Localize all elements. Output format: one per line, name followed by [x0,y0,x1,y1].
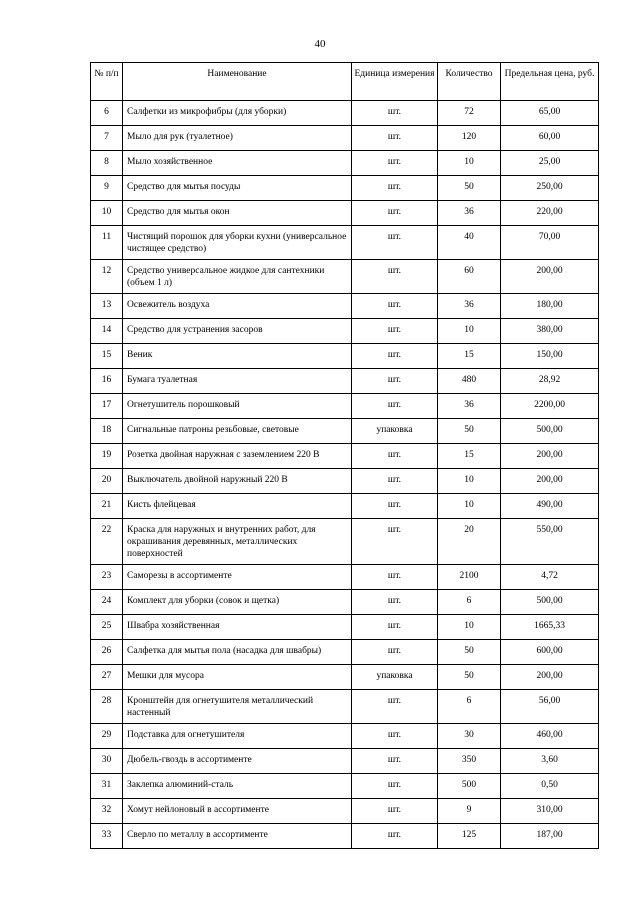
cell-num: 32 [91,799,123,824]
cell-num: 22 [91,519,123,565]
table-body [91,101,599,849]
cell-price: 380,00 [501,319,599,344]
cell-price: 4,72 [501,565,599,590]
cell-unit: шт. [352,749,438,774]
cell-num: 28 [91,690,123,724]
cell-qty: 10 [438,319,501,344]
header-qty: Количество [438,63,501,101]
cell-unit: шт. [352,294,438,319]
cell-price: 2200,00 [501,394,599,419]
cell-num: 14 [91,319,123,344]
table-row [91,101,599,126]
cell-qty: 2100 [438,565,501,590]
cell-qty: 15 [438,344,501,369]
table-row [91,824,599,849]
table-row [91,419,599,444]
cell-num: 10 [91,201,123,226]
cell-name: Хомут нейлоновый в ассортименте [123,799,352,824]
cell-unit: шт. [352,640,438,665]
cell-num: 18 [91,419,123,444]
cell-unit: упаковка [352,665,438,690]
table-row [91,519,599,565]
cell-price: 200,00 [501,665,599,690]
cell-price: 150,00 [501,344,599,369]
cell-qty: 9 [438,799,501,824]
cell-qty: 10 [438,615,501,640]
cell-num: 8 [91,151,123,176]
cell-num: 25 [91,615,123,640]
table-row [91,344,599,369]
cell-name: Освежитель воздуха [123,294,352,319]
cell-price: 500,00 [501,419,599,444]
table-row [91,615,599,640]
table-row [91,565,599,590]
cell-num: 20 [91,469,123,494]
cell-price: 200,00 [501,444,599,469]
cell-price: 490,00 [501,494,599,519]
cell-num: 30 [91,749,123,774]
cell-num: 15 [91,344,123,369]
cell-qty: 50 [438,419,501,444]
cell-price: 460,00 [501,724,599,749]
cell-unit: шт. [352,126,438,151]
cell-unit: шт. [352,319,438,344]
cell-unit: шт. [352,565,438,590]
cell-num: 7 [91,126,123,151]
cell-price: 60,00 [501,126,599,151]
cell-qty: 72 [438,101,501,126]
cell-num: 12 [91,260,123,294]
cell-qty: 50 [438,640,501,665]
cell-price: 550,00 [501,519,599,565]
cell-unit: шт. [352,774,438,799]
cell-qty: 50 [438,176,501,201]
cell-name: Краска для наружных и внутренних работ, для окрашивания деревянных, металлических поверхностей [123,519,352,565]
cell-num: 23 [91,565,123,590]
cell-num: 24 [91,590,123,615]
cell-num: 31 [91,774,123,799]
cell-name: Сверло по металлу в ассортименте [123,824,352,849]
cell-num: 16 [91,369,123,394]
cell-num: 19 [91,444,123,469]
cell-unit: шт. [352,494,438,519]
cell-qty: 350 [438,749,501,774]
cell-num: 17 [91,394,123,419]
cell-unit: шт. [352,344,438,369]
cell-num: 26 [91,640,123,665]
cell-num: 27 [91,665,123,690]
table-row [91,469,599,494]
cell-num: 21 [91,494,123,519]
cell-price: 310,00 [501,799,599,824]
cell-price: 25,00 [501,151,599,176]
cell-price: 0,50 [501,774,599,799]
cell-unit: шт. [352,176,438,201]
table-row [91,226,599,260]
cell-name: Средство универсальное жидкое для сантехники (объем 1 л) [123,260,352,294]
cell-qty: 10 [438,494,501,519]
cell-qty: 36 [438,394,501,419]
cell-unit: шт. [352,799,438,824]
cell-qty: 10 [438,469,501,494]
table-row [91,494,599,519]
cell-name: Салфетка для мытья пола (насадка для швабры) [123,640,352,665]
table-row [91,394,599,419]
cell-qty: 10 [438,151,501,176]
table-row [91,126,599,151]
cell-price: 65,00 [501,101,599,126]
page-number: 40 [314,38,326,50]
cell-name: Выключатель двойной наружный 220 В [123,469,352,494]
table-row [91,799,599,824]
cell-unit: шт. [352,394,438,419]
table-row [91,665,599,690]
cell-qty: 500 [438,774,501,799]
cell-qty: 6 [438,590,501,615]
cell-unit: шт. [352,260,438,294]
cell-name: Мыло хозяйственное [123,151,352,176]
table-row [91,294,599,319]
cell-unit: шт. [352,690,438,724]
table-row [91,319,599,344]
cell-name: Кисть флейцевая [123,494,352,519]
cell-unit: шт. [352,369,438,394]
header-num: № п/п [91,63,123,101]
cell-name: Веник [123,344,352,369]
cell-price: 500,00 [501,590,599,615]
cell-unit: шт. [352,444,438,469]
cell-qty: 480 [438,369,501,394]
cell-qty: 40 [438,226,501,260]
cell-name: Огнетушитель порошковый [123,394,352,419]
cell-unit: шт. [352,824,438,849]
cell-price: 56,00 [501,690,599,724]
cell-price: 600,00 [501,640,599,665]
cell-qty: 120 [438,126,501,151]
table-row [91,640,599,665]
cell-price: 1665,33 [501,615,599,640]
cell-price: 200,00 [501,469,599,494]
cell-name: Средство для мытья посуды [123,176,352,201]
cell-qty: 30 [438,724,501,749]
price-table [90,62,599,849]
cell-price: 200,00 [501,260,599,294]
cell-name: Бумага туалетная [123,369,352,394]
cell-unit: шт. [352,590,438,615]
cell-name: Мыло для рук (туалетное) [123,126,352,151]
cell-name: Кронштейн для огнетушителя металлический настенный [123,690,352,724]
cell-name: Швабра хозяйственная [123,615,352,640]
cell-name: Саморезы в ассортименте [123,565,352,590]
cell-num: 9 [91,176,123,201]
cell-name: Сигнальные патроны резьбовые, световые [123,419,352,444]
cell-unit: шт. [352,101,438,126]
table-row [91,369,599,394]
cell-qty: 36 [438,294,501,319]
header-unit: Единица измерения [352,63,438,101]
table-header-row [91,63,599,101]
cell-qty: 125 [438,824,501,849]
cell-unit: шт. [352,226,438,260]
cell-name: Средство для мытья окон [123,201,352,226]
cell-name: Дюбель-гвоздь в ассортименте [123,749,352,774]
cell-qty: 20 [438,519,501,565]
cell-price: 220,00 [501,201,599,226]
cell-num: 33 [91,824,123,849]
cell-unit: шт. [352,151,438,176]
table-row [91,749,599,774]
cell-unit: упаковка [352,419,438,444]
cell-name: Чистящий порошок для уборки кухни (универсальное чистящее средство) [123,226,352,260]
table-row [91,724,599,749]
cell-price: 70,00 [501,226,599,260]
cell-unit: шт. [352,519,438,565]
header-name: Наименование [123,63,352,101]
cell-name: Мешки для мусора [123,665,352,690]
cell-unit: шт. [352,724,438,749]
table-row [91,774,599,799]
cell-price: 28,92 [501,369,599,394]
table-row [91,151,599,176]
cell-name: Комплект для уборки (совок и щетка) [123,590,352,615]
cell-price: 250,00 [501,176,599,201]
cell-price: 180,00 [501,294,599,319]
cell-unit: шт. [352,201,438,226]
cell-price: 3,60 [501,749,599,774]
table-row [91,444,599,469]
cell-num: 6 [91,101,123,126]
cell-name: Средство для устранения засоров [123,319,352,344]
cell-qty: 36 [438,201,501,226]
cell-price: 187,00 [501,824,599,849]
table-row [91,176,599,201]
cell-num: 11 [91,226,123,260]
cell-num: 29 [91,724,123,749]
table-row [91,690,599,724]
cell-unit: шт. [352,615,438,640]
cell-name: Заклепка алюминий-сталь [123,774,352,799]
cell-qty: 50 [438,665,501,690]
cell-num: 13 [91,294,123,319]
table-row [91,260,599,294]
table-row [91,590,599,615]
cell-unit: шт. [352,469,438,494]
cell-name: Салфетки из микрофибры (для уборки) [123,101,352,126]
cell-qty: 15 [438,444,501,469]
cell-qty: 60 [438,260,501,294]
cell-name: Розетка двойная наружная с заземлением 220 В [123,444,352,469]
cell-qty: 6 [438,690,501,724]
table-row [91,201,599,226]
cell-name: Подставка для огнетушителя [123,724,352,749]
header-price: Предельная цена, руб. [501,63,599,101]
